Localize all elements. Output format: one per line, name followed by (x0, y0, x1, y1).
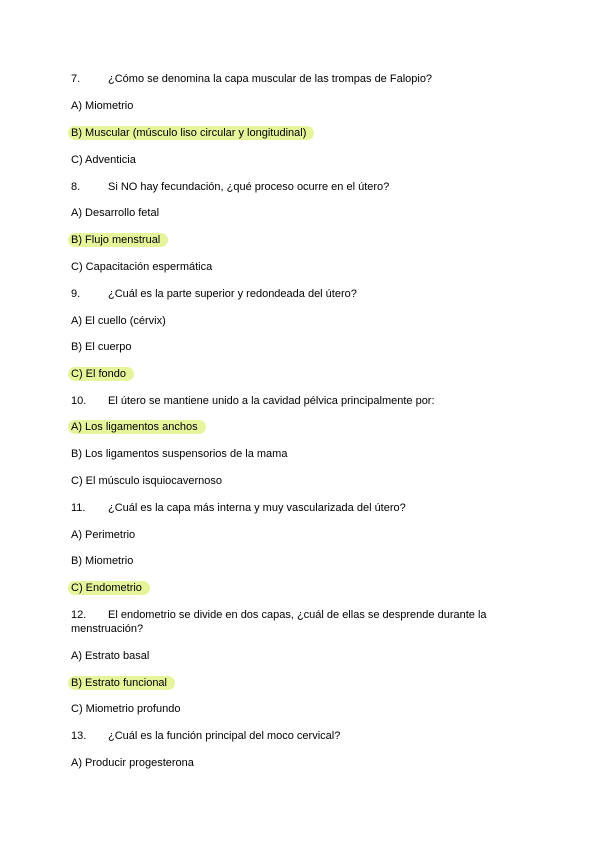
answer-highlight: B) Estrato funcional (68, 676, 175, 690)
answer-highlight: B) Flujo menstrual (68, 233, 168, 247)
question-text: ¿Cómo se denomina la capa muscular de las trompas de Falopio? (108, 73, 433, 85)
option-7a: A) Miometrio (71, 100, 134, 112)
option-8c: C) Capacitación espermática (71, 261, 213, 273)
option-13a: A) Producir progesterona (71, 757, 194, 769)
answer-highlight: B) Muscular (músculo liso circular y longitudinal) (68, 126, 314, 140)
question-text: Si NO hay fecundación, ¿qué proceso ocurre en el útero? (108, 181, 390, 193)
option-12c: C) Miometrio profundo (71, 703, 181, 715)
answer-highlight: A) Los ligamentos anchos (68, 420, 206, 434)
answer-highlight: C) Endometrio (68, 581, 150, 595)
option-12a: A) Estrato basal (71, 650, 150, 662)
option-8a: A) Desarrollo fetal (71, 207, 160, 219)
option-11c-correct (71, 581, 150, 595)
option-10c: C) El músculo isquiocavernoso (71, 475, 223, 487)
option-8b-correct (71, 233, 168, 247)
question-text: El útero se mantiene unido a la cavidad pélvica principalmente por: (108, 395, 435, 407)
question-text: ¿Cuál es la capa más interna y muy vascularizada del útero? (108, 502, 406, 514)
question-text: ¿Cuál es la función principal del moco cervical? (108, 730, 341, 742)
question-8: 8. Si NO hay fecundación, ¿qué proceso ocurre en el útero? (71, 181, 390, 193)
question-text: El endometrio se divide en dos capas, ¿cuál de ellas se desprende durante la menstruación? (71, 609, 487, 635)
question-13: 13. ¿Cuál es la función principal del moco cervical? (71, 730, 341, 742)
option-12b-correct (71, 676, 175, 690)
option-7c: C) Adventicia (71, 154, 136, 166)
option-11a: A) Perimetrio (71, 529, 136, 541)
option-9b: B) El cuerpo (71, 341, 132, 353)
option-10a-correct (71, 420, 206, 434)
question-9: 9. ¿Cuál es la parte superior y redondeada del útero? (71, 288, 357, 300)
question-12: 12. El endometrio se divide en dos capas, ¿cuál de ellas se desprende durante la menstruación? (71, 609, 487, 635)
option-7b-correct (71, 126, 314, 140)
option-9a: A) El cuello (cérvix) (71, 315, 166, 327)
option-9c-correct (71, 367, 134, 381)
question-10: 10. El útero se mantiene unido a la cavidad pélvica principalmente por: (71, 395, 435, 407)
question-7: 7. ¿Cómo se denomina la capa muscular de las trompas de Falopio? (71, 73, 433, 85)
option-10b: B) Los ligamentos suspensorios de la mama (71, 448, 288, 460)
option-11b: B) Miometrio (71, 555, 134, 567)
answer-highlight: C) El fondo (68, 367, 134, 381)
question-text: ¿Cuál es la parte superior y redondeada del útero? (108, 288, 357, 300)
question-11: 11. ¿Cuál es la capa más interna y muy vascularizada del útero? (71, 502, 406, 514)
